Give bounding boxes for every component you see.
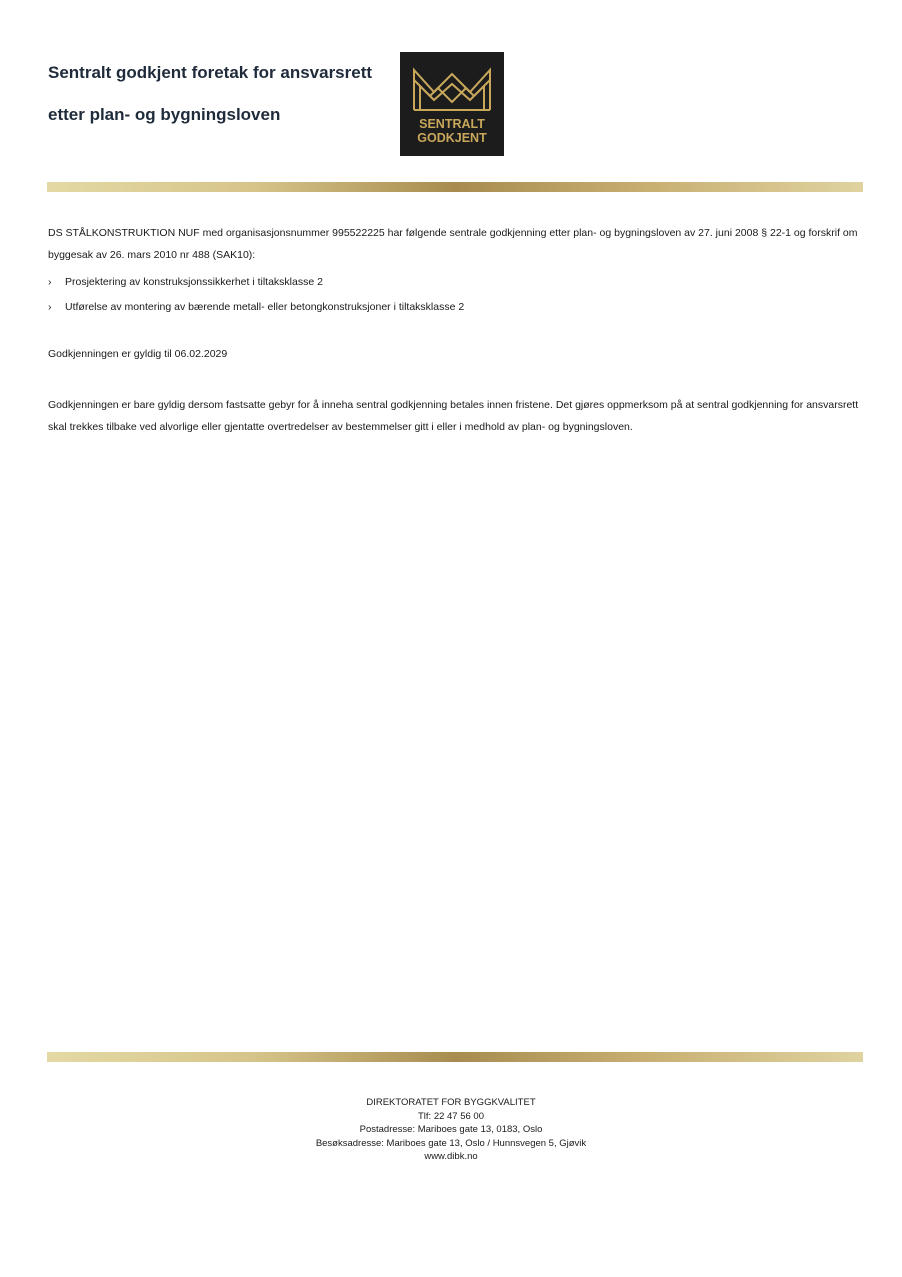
certificate-body xyxy=(48,222,864,438)
validity-statement: Godkjenningen er gyldig til 06.02.2029 xyxy=(48,348,228,360)
logo-text-line-2: GODKJENT xyxy=(417,131,487,145)
chevron-right-icon: › xyxy=(48,301,52,313)
chevron-right-icon: › xyxy=(48,276,52,288)
top-divider xyxy=(47,182,863,192)
bottom-divider xyxy=(47,1052,863,1062)
page-title xyxy=(48,52,393,136)
title-line-2: etter plan- og bygningsloven xyxy=(48,105,281,124)
footer-org: DIREKTORATET FOR BYGGKVALITET xyxy=(366,1097,536,1108)
footer-phone: Tlf: 22 47 56 00 xyxy=(417,1110,485,1122)
footer-website-link[interactable]: www.dibk.no xyxy=(424,1151,478,1162)
intro-paragraph: DS STÅLKONSTRUKTION NUF med organisasjonsnummer 995522225 har følgende sentrale godkjenning etter plan- og bygningsloven av 27. juni 2008 § 22-1 og forskrif om byggesak av 26. mars 2010 nr 488 (SAK10): xyxy=(48,227,858,261)
approval-text: Utførelse av montering av bærende metall- eller betongkonstruksjoner i tiltaksklasse 2 xyxy=(65,301,465,313)
approval-text: Prosjektering av konstruksjonssikkerhet i tiltaksklasse 2 xyxy=(65,276,323,288)
list-item xyxy=(48,295,864,320)
sentralt-godkjent-logo xyxy=(400,52,504,156)
notice-paragraph: Godkjenningen er bare gyldig dersom fastsatte gebyr for å inneha sentral godkjenning betales innen fristene. Det gjøres oppmerksom på at sentral godkjenning for ansvarsrett skal trekkes tilbake ved alvorlige eller gjentatte overtredelser av bestemmelser gitt i eller i medhold av plan- og bygningsloven. xyxy=(48,399,859,433)
list-item xyxy=(48,270,864,295)
footer xyxy=(0,1096,902,1164)
crown-logo-icon xyxy=(400,52,504,156)
approval-list xyxy=(48,270,864,320)
footer-postal-address: Postadresse: Mariboes gate 13, 0183, Oslo xyxy=(359,1124,543,1135)
logo-text-line-1: SENTRALT xyxy=(419,117,485,131)
footer-visit-address: Besøksadresse: Mariboes gate 13, Oslo / Hunnsvegen 5, Gjøvik xyxy=(315,1137,587,1149)
title-line-1: Sentralt godkjent foretak for ansvarsrett xyxy=(48,63,373,82)
